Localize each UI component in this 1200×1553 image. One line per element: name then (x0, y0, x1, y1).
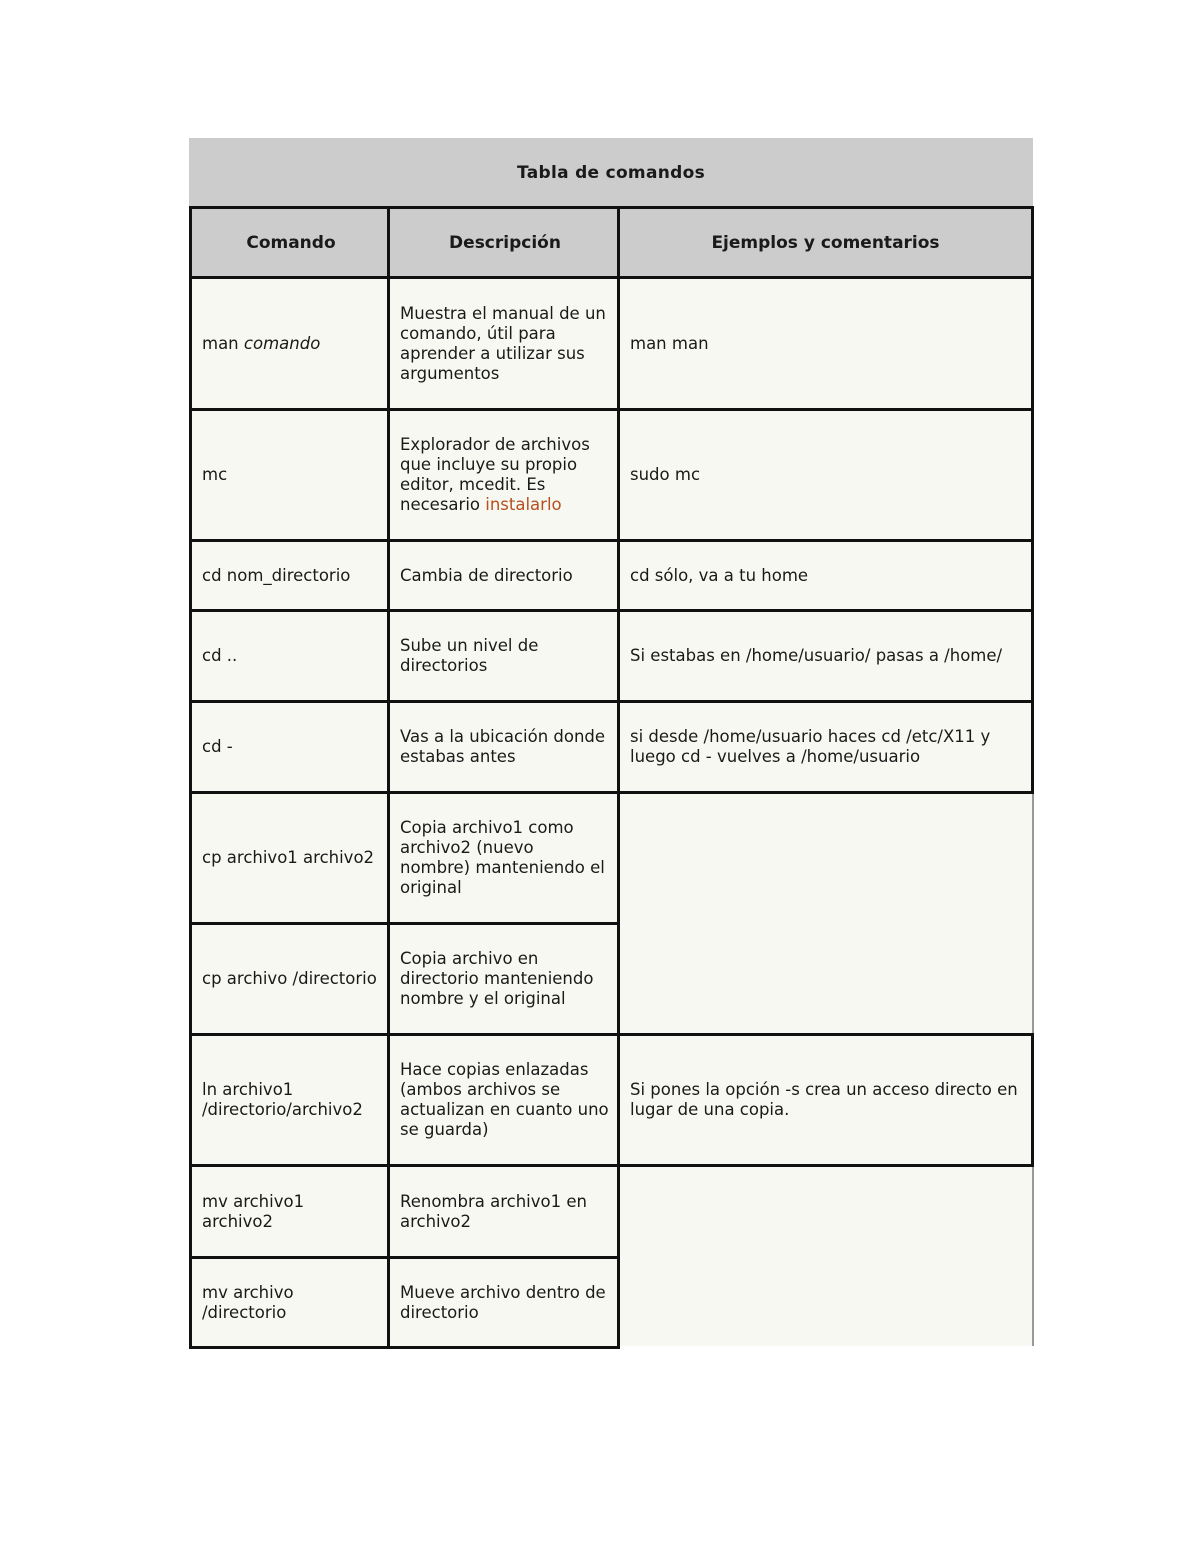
table-row-desc: Renombra archivo1 en archivo2 (387, 1164, 620, 1259)
table-row-cmd: man comando (189, 276, 390, 411)
table-row-cmd: cp archivo1 archivo2 (189, 791, 390, 925)
table-row-desc: Copia archivo1 como archivo2 (nuevo nombre) manteniendo el original (387, 791, 620, 925)
table-row-desc: Muestra el manual de un comando, útil para aprender a utilizar sus argumentos (387, 276, 620, 411)
table-row-cmd: cd .. (189, 609, 390, 703)
table-row-cmd: ln archivo1 /directorio/archivo2 (189, 1033, 390, 1167)
table-row-cmd: mv archivo1 archivo2 (189, 1164, 390, 1259)
table-row-desc: Hace copias enlazadas (ambos archivos se actualizan en cuanto uno se guarda) (387, 1033, 620, 1167)
table-row-example: man man (617, 276, 1034, 411)
table-row-cmd: cp archivo /directorio (189, 922, 390, 1036)
header-descripcion: Descripción (387, 206, 620, 279)
table-row-desc: Cambia de directorio (387, 539, 620, 612)
table-row-desc: Vas a la ubicación donde estabas antes (387, 700, 620, 794)
header-ejemplos: Ejemplos y comentarios (617, 206, 1034, 279)
table-row-desc: Mueve archivo dentro de directorio (387, 1256, 620, 1349)
table-row-example-empty (620, 794, 1034, 1033)
table-row-cmd: mv archivo /directorio (189, 1256, 390, 1349)
table-row-example: Si pones la opción -s crea un acceso directo en lugar de una copia. (617, 1033, 1034, 1167)
table-row-desc: Sube un nivel de directorios (387, 609, 620, 703)
table-row-cmd: mc (189, 408, 390, 542)
table-title: Tabla de comandos (189, 138, 1033, 207)
table-row-example: sudo mc (617, 408, 1034, 542)
table-row-example-empty (620, 1167, 1034, 1346)
header-comando: Comando (189, 206, 390, 279)
table-row-example: Si estabas en /home/usuario/ pasas a /home/ (617, 609, 1034, 703)
instalarlo-link[interactable]: instalarlo (485, 495, 562, 514)
table-row-example: si desde /home/usuario haces cd /etc/X11 y luego cd - vuelves a /home/usuario (617, 700, 1034, 794)
table-row-cmd: cd - (189, 700, 390, 794)
table-row-desc: Copia archivo en directorio manteniendo nombre y el original (387, 922, 620, 1036)
table-row-example: cd sólo, va a tu home (617, 539, 1034, 612)
table-row-cmd: cd nom_directorio (189, 539, 390, 612)
table-row-desc: Explorador de archivos que incluye su propio editor, mcedit. Es necesario instalarlo (387, 408, 620, 542)
